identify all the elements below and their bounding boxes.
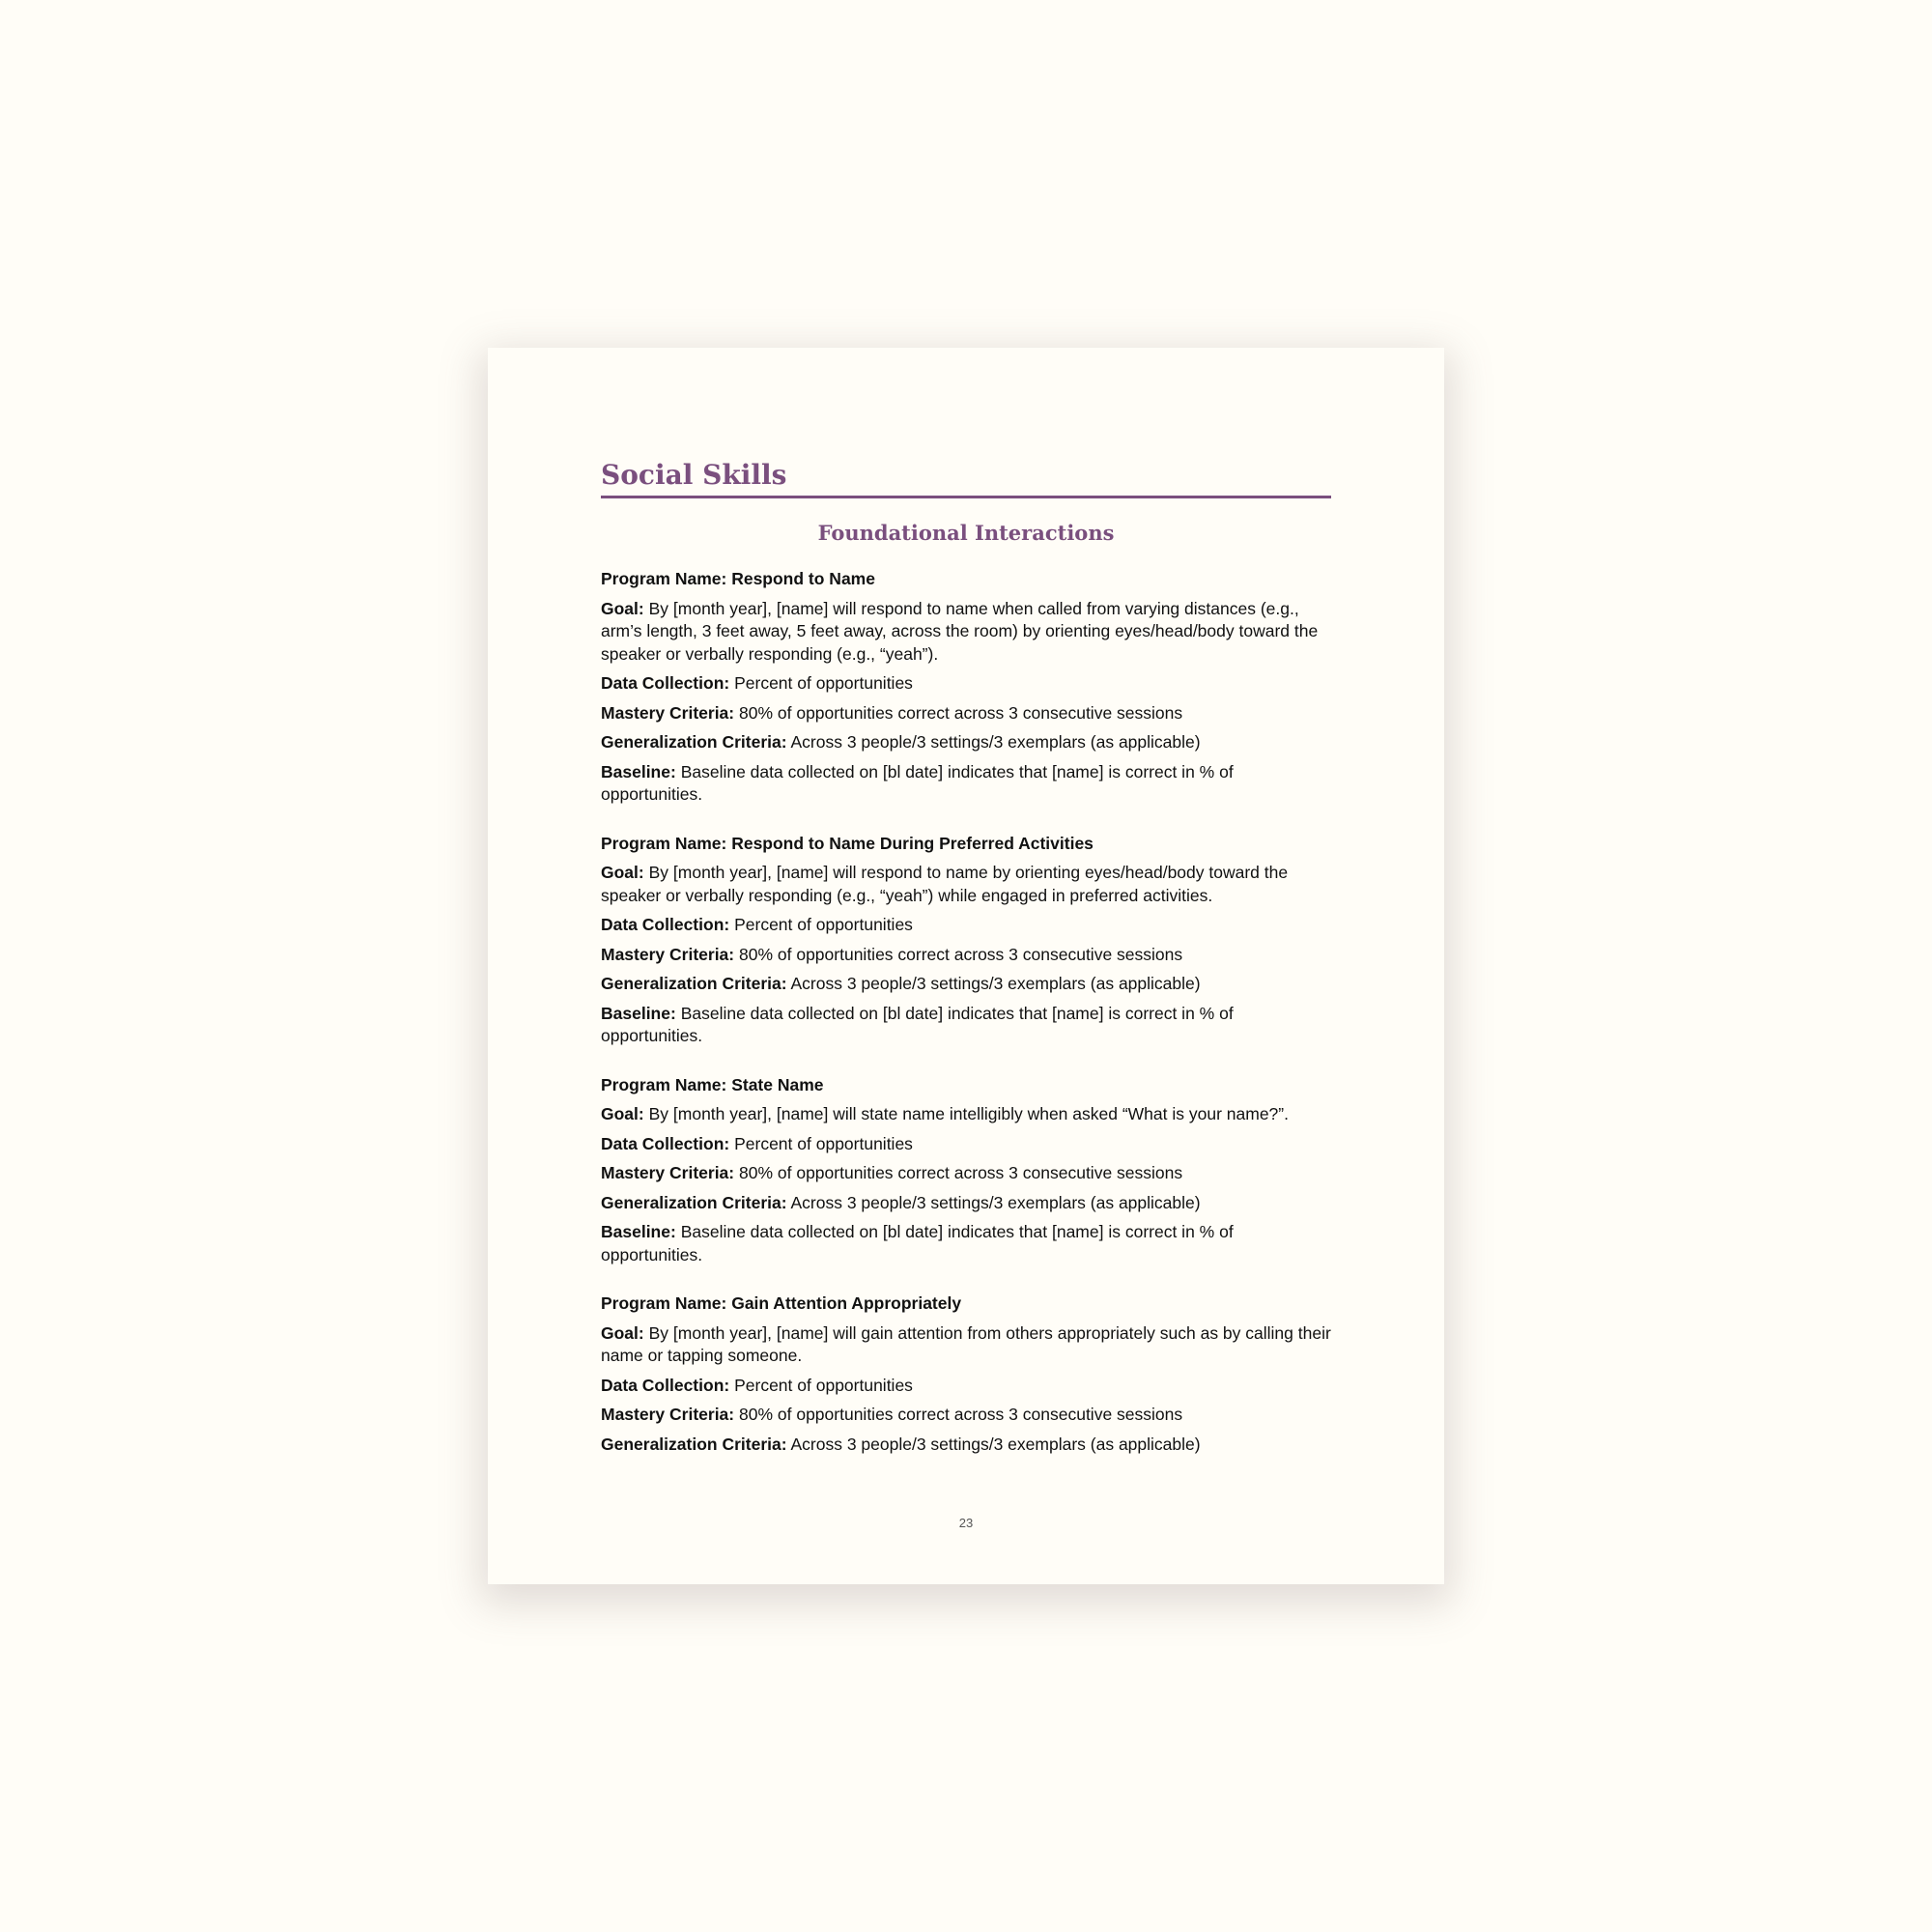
data-collection-field — [601, 672, 1331, 696]
goal-field — [601, 598, 1331, 667]
baseline-value: Baseline data collected on [bl date] indicates that [name] is correct in % of opportunities. — [601, 761, 1234, 804]
program-block — [601, 1074, 1331, 1267]
baseline-value: Baseline data collected on [bl date] indicates that [name] is correct in % of opportunities. — [601, 1222, 1234, 1264]
program-block — [601, 568, 1331, 807]
program-block — [601, 1293, 1331, 1456]
program-name — [601, 568, 1331, 591]
program-block — [601, 833, 1331, 1048]
page-content — [601, 456, 1331, 1482]
goal-value: By [month year], [name] will respond to name when called from varying distances (e.g., arm’s length, 3 feet away, 5 feet away, across the room) by orienting eyes/head/body toward the speaker or verbally responding (e.g., “yeah”). — [601, 598, 1319, 664]
generalization-criteria-value: Across 3 people/3 settings/3 exemplars (as applicable) — [790, 1434, 1201, 1454]
baseline-label: Baseline: — [601, 1222, 676, 1241]
section-title: Social Skills — [601, 456, 1331, 498]
goal-value: By [month year], [name] will state name intelligibly when asked “What is your name?”. — [648, 1104, 1289, 1123]
mastery-criteria-field — [601, 944, 1331, 967]
goal-label: Goal: — [601, 1104, 644, 1123]
generalization-criteria-label: Generalization Criteria: — [601, 1192, 787, 1212]
program-name — [601, 833, 1331, 856]
baseline-label: Baseline: — [601, 761, 676, 781]
page-number: 23 — [958, 1516, 974, 1530]
document-page — [488, 348, 1444, 1584]
goal-label: Goal: — [601, 863, 644, 882]
mastery-criteria-field — [601, 702, 1331, 725]
program-name-label: Program Name: — [601, 1293, 727, 1313]
goal-field — [601, 862, 1331, 907]
data-collection-value: Percent of opportunities — [734, 673, 913, 693]
baseline-value: Baseline data collected on [bl date] indicates that [name] is correct in % of opportunities. — [601, 1003, 1234, 1045]
generalization-criteria-value: Across 3 people/3 settings/3 exemplars (as applicable) — [790, 1192, 1201, 1212]
mastery-criteria-value: 80% of opportunities correct across 3 consecutive sessions — [739, 944, 1183, 964]
mastery-criteria-value: 80% of opportunities correct across 3 consecutive sessions — [739, 702, 1183, 723]
program-name-value: Gain Attention Appropriately — [731, 1293, 962, 1313]
data-collection-value: Percent of opportunities — [734, 1375, 913, 1395]
goal-value: By [month year], [name] will gain attention from others appropriately such as by calling their name or tapping someone. — [601, 1322, 1331, 1365]
baseline-field — [601, 1221, 1331, 1266]
generalization-criteria-value: Across 3 people/3 settings/3 exemplars (as applicable) — [790, 974, 1201, 993]
goal-field — [601, 1322, 1331, 1368]
data-collection-value: Percent of opportunities — [734, 915, 913, 934]
goal-label: Goal: — [601, 1322, 644, 1343]
program-name-label: Program Name: — [601, 833, 727, 853]
program-name-value: Respond to Name — [731, 569, 875, 588]
mastery-criteria-label: Mastery Criteria: — [601, 1405, 735, 1424]
generalization-criteria-label: Generalization Criteria: — [601, 1434, 787, 1454]
generalization-criteria-label: Generalization Criteria: — [601, 732, 787, 752]
mastery-criteria-value: 80% of opportunities correct across 3 consecutive sessions — [739, 1163, 1183, 1182]
generalization-criteria-field — [601, 1192, 1331, 1215]
baseline-field — [601, 761, 1331, 807]
generalization-criteria-value: Across 3 people/3 settings/3 exemplars (as applicable) — [790, 732, 1201, 752]
data-collection-label: Data Collection: — [601, 1133, 730, 1153]
data-collection-value: Percent of opportunities — [734, 1133, 913, 1153]
mastery-criteria-label: Mastery Criteria: — [601, 944, 735, 964]
mastery-criteria-label: Mastery Criteria: — [601, 1163, 735, 1182]
goal-label: Goal: — [601, 598, 644, 618]
data-collection-label: Data Collection: — [601, 915, 730, 934]
mastery-criteria-value: 80% of opportunities correct across 3 consecutive sessions — [739, 1405, 1183, 1424]
generalization-criteria-field — [601, 731, 1331, 754]
data-collection-field — [601, 1375, 1331, 1398]
mastery-criteria-field — [601, 1162, 1331, 1185]
program-name — [601, 1293, 1331, 1316]
generalization-criteria-label: Generalization Criteria: — [601, 974, 787, 993]
data-collection-field — [601, 914, 1331, 937]
subsection-title: Foundational Interactions — [817, 521, 1115, 545]
mastery-criteria-label: Mastery Criteria: — [601, 702, 735, 723]
data-collection-label: Data Collection: — [601, 673, 730, 693]
program-name-label: Program Name: — [601, 1074, 727, 1094]
program-name-value: Respond to Name During Preferred Activities — [731, 833, 1094, 853]
baseline-label: Baseline: — [601, 1003, 676, 1023]
goal-field — [601, 1103, 1331, 1126]
program-name — [601, 1074, 1331, 1097]
program-name-value: State Name — [731, 1074, 824, 1094]
data-collection-label: Data Collection: — [601, 1375, 730, 1395]
generalization-criteria-field — [601, 973, 1331, 996]
baseline-field — [601, 1003, 1331, 1048]
mastery-criteria-field — [601, 1404, 1331, 1427]
goal-value: By [month year], [name] will respond to name by orienting eyes/head/body toward the speaker or verbally responding (e.g., “yeah”) while engaged in preferred activities. — [601, 863, 1289, 905]
generalization-criteria-field — [601, 1434, 1331, 1457]
data-collection-field — [601, 1133, 1331, 1156]
program-name-label: Program Name: — [601, 569, 727, 588]
